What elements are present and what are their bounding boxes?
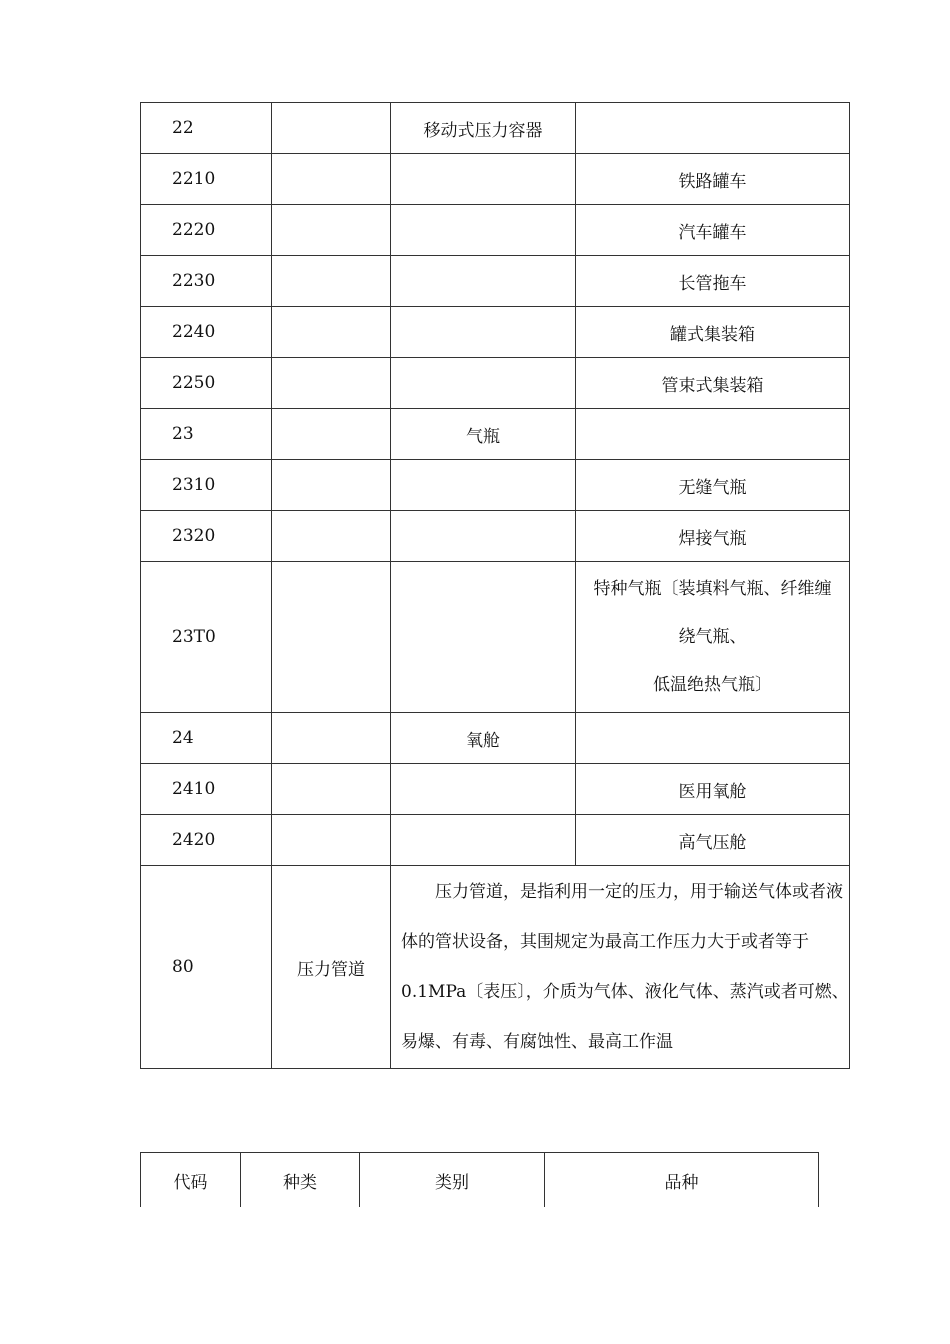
table-row: [141, 358, 850, 409]
type-cell: [272, 562, 391, 713]
variety-line: 绕气瓶、: [678, 627, 747, 647]
code-cell: 23T0: [141, 562, 272, 713]
type-cell: [272, 358, 391, 409]
table-row: [141, 511, 850, 562]
variety-cell: 汽车罐车: [576, 205, 850, 256]
category-cell: [391, 511, 576, 562]
variety-cell: 高气压舱: [576, 815, 850, 866]
table-row: [141, 866, 850, 1069]
header-row: [141, 1153, 819, 1208]
variety-cell: [576, 409, 850, 460]
header-category: 类别: [360, 1153, 545, 1208]
code-cell: 23: [141, 409, 272, 460]
code-cell: 2310: [141, 460, 272, 511]
table-row: [141, 103, 850, 154]
type-cell: [272, 205, 391, 256]
code-cell: 2250: [141, 358, 272, 409]
header-type: 种类: [241, 1153, 360, 1208]
variety-cell: 焊接气瓶: [576, 511, 850, 562]
type-cell: [272, 764, 391, 815]
table-row: [141, 562, 850, 713]
type-cell: 压力管道: [272, 866, 391, 1069]
category-cell: [391, 307, 576, 358]
code-cell: 80: [141, 866, 272, 1069]
code-cell: 22: [141, 103, 272, 154]
code-cell: 2320: [141, 511, 272, 562]
category-cell: [391, 256, 576, 307]
variety-cell: [576, 562, 850, 713]
code-cell: 2210: [141, 154, 272, 205]
variety-line: 特种气瓶〔装填料气瓶、纤维缠: [593, 579, 832, 599]
type-cell: [272, 409, 391, 460]
category-cell: [391, 205, 576, 256]
table-row: [141, 460, 850, 511]
category-cell: [391, 562, 576, 713]
category-cell: [391, 460, 576, 511]
category-cell: 氧舱: [391, 713, 576, 764]
header-code: 代码: [141, 1153, 241, 1208]
type-cell: [272, 511, 391, 562]
type-cell: [272, 103, 391, 154]
variety-line: 低温绝热气瓶〕: [653, 675, 772, 695]
type-cell: [272, 713, 391, 764]
variety-cell: [576, 713, 850, 764]
variety-cell: 长管拖车: [576, 256, 850, 307]
category-cell: 移动式压力容器: [391, 103, 576, 154]
header-variety: 品种: [545, 1153, 819, 1208]
code-cell: 2220: [141, 205, 272, 256]
category-cell: [391, 764, 576, 815]
table-row: [141, 713, 850, 764]
table-row: [141, 205, 850, 256]
code-cell: 2240: [141, 307, 272, 358]
type-cell: [272, 256, 391, 307]
variety-cell: 罐式集装箱: [576, 307, 850, 358]
type-cell: [272, 460, 391, 511]
table-row: [141, 815, 850, 866]
type-cell: [272, 815, 391, 866]
type-cell: [272, 154, 391, 205]
equipment-table: [140, 102, 850, 1069]
table-row: [141, 409, 850, 460]
code-cell: 2420: [141, 815, 272, 866]
code-cell: 2230: [141, 256, 272, 307]
table-row: [141, 764, 850, 815]
variety-cell: [576, 103, 850, 154]
table-row: [141, 307, 850, 358]
variety-cell: 铁路罐车: [576, 154, 850, 205]
code-cell: 24: [141, 713, 272, 764]
description-cell: 压力管道，是指利用一定的压力，用于输送气体或者液体的管状设备，其围规定为最高工作压力大于或者等于0.1MPa〔表压〕，介质为气体、液化气体、蒸汽或者可燃、易爆、有毒、有腐蚀性、最高工作温: [391, 866, 850, 1069]
category-cell: [391, 358, 576, 409]
category-cell: 气瓶: [391, 409, 576, 460]
variety-cell: 医用氧舱: [576, 764, 850, 815]
code-cell: 2410: [141, 764, 272, 815]
variety-cell: 管束式集装箱: [576, 358, 850, 409]
category-cell: [391, 815, 576, 866]
table-row: [141, 154, 850, 205]
type-cell: [272, 307, 391, 358]
category-cell: [391, 154, 576, 205]
table-row: [141, 256, 850, 307]
variety-cell: 无缝气瓶: [576, 460, 850, 511]
table-header: [140, 1152, 819, 1207]
